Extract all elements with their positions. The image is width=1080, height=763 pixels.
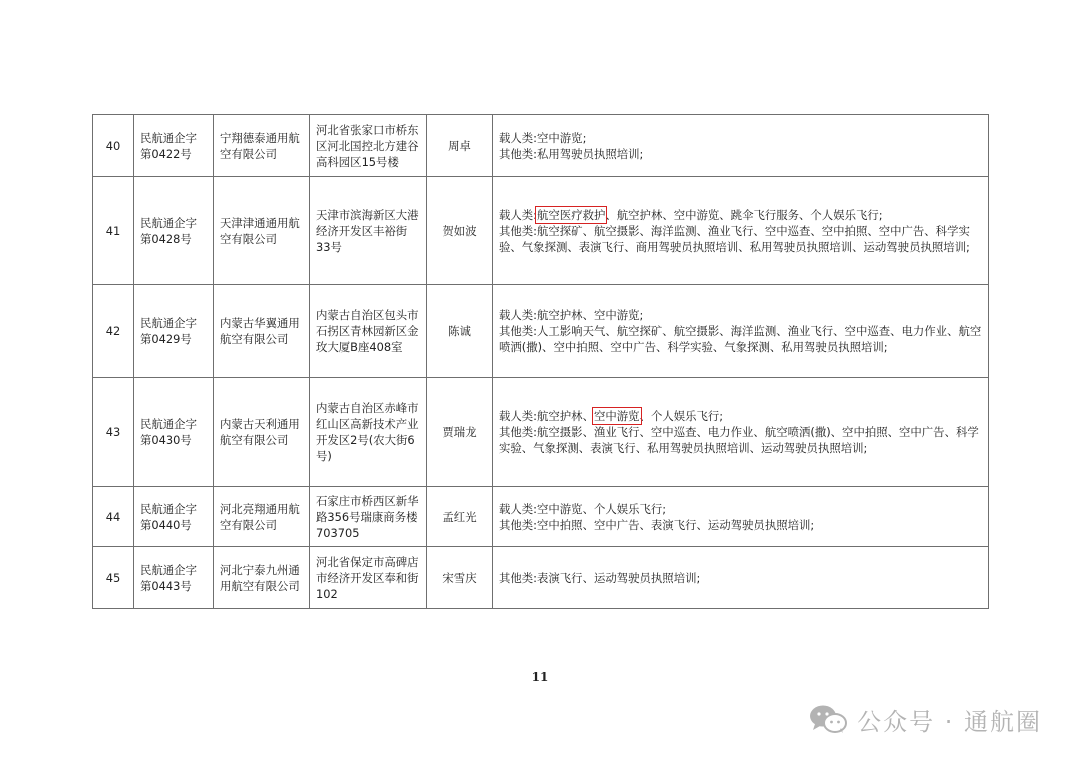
- license-number: 民航通企字第0430号: [134, 378, 214, 487]
- business-scope: [493, 177, 989, 285]
- table-row: [93, 487, 989, 547]
- company-address: 石家庄市桥西区新华路356号瑞康商务楼703705: [310, 487, 427, 547]
- legal-representative: 宋雪庆: [427, 547, 493, 609]
- business-scope: [493, 378, 989, 487]
- row-number: 40: [93, 115, 134, 177]
- table-row: [93, 285, 989, 378]
- scope-line: [499, 408, 982, 424]
- scope-text: 载人类:航空护林、: [499, 409, 594, 423]
- scope-text: 其他类:人工影响天气、航空探矿、航空摄影、海洋监测、渔业飞行、空中巡查、电力作业、航空喷洒(撒)、空中拍照、空中广告、科学实验、气象探测、私用驾驶员执照培训;: [499, 324, 982, 354]
- table-row: [93, 115, 989, 177]
- scope-text: 载人类:空中游览;: [499, 130, 587, 145]
- row-number: 45: [93, 547, 134, 609]
- table-body: [93, 115, 989, 609]
- license-number: 民航通企字第0443号: [134, 547, 214, 609]
- table-row: [93, 177, 989, 285]
- highlighted-scope-item: 空中游览: [593, 409, 640, 423]
- scope-text: 其他类:航空探矿、航空摄影、海洋监测、渔业飞行、空中巡查、空中拍照、空中广告、科学实验、气象探测、表演飞行、商用驾驶员执照培训、私用驾驶员执照培训、运动驾驶员执照培训;: [499, 223, 970, 254]
- business-scope: [493, 547, 989, 609]
- scope-line: [499, 146, 982, 162]
- legal-representative: 孟红光: [427, 487, 493, 547]
- scope-text: 载人类:: [499, 207, 538, 222]
- scope-line: [499, 307, 982, 323]
- license-number: 民航通企字第0422号: [134, 115, 214, 177]
- company-address: 内蒙古自治区包头市石拐区青林园新区金玫大厦B座408室: [310, 285, 427, 378]
- scope-text: 、航空护林、空中游览、跳伞飞行服务、个人娱乐飞行;: [605, 207, 883, 222]
- scope-text: 其他类:空中拍照、空中广告、表演飞行、运动驾驶员执照培训;: [499, 517, 815, 532]
- row-number: 41: [93, 177, 134, 285]
- company-address: 内蒙古自治区赤峰市红山区高新技术产业开发区2号(农大街6号): [310, 378, 427, 487]
- table-row: [93, 547, 989, 609]
- scope-line: [499, 323, 982, 355]
- company-name: 河北亮翔通用航空有限公司: [214, 487, 310, 547]
- scope-line: [499, 223, 982, 255]
- scope-line: [499, 517, 982, 533]
- business-scope: [493, 285, 989, 378]
- watermark-text: 公众号 · 通航圈: [857, 707, 1042, 736]
- table-row: [93, 378, 989, 487]
- row-number: 43: [93, 378, 134, 487]
- license-number: 民航通企字第0440号: [134, 487, 214, 547]
- legal-representative: 陈诚: [427, 285, 493, 378]
- scope-text: 其他类:航空摄影、渔业飞行、空中巡查、电力作业、航空喷洒(撒)、空中拍照、空中广告、科学实验、气象探测、表演飞行、私用驾驶员执照培训、运动驾驶员执照培训;: [499, 425, 979, 455]
- legal-representative: 贺如波: [427, 177, 493, 285]
- company-address: 河北省张家口市桥东区河北国控北方建谷高科园区15号楼: [310, 115, 427, 177]
- scope-line: [499, 424, 982, 456]
- company-address: 河北省保定市高碑店市经济开发区奉和街102: [310, 547, 427, 609]
- scope-line: [499, 130, 982, 146]
- scope-text: 其他类:表演飞行、运动驾驶员执照培训;: [499, 570, 701, 585]
- company-name: 内蒙古天利通用航空有限公司: [214, 378, 310, 487]
- legal-representative: 周卓: [427, 115, 493, 177]
- business-scope: [493, 115, 989, 177]
- scope-line: [499, 501, 982, 517]
- row-number: 42: [93, 285, 134, 378]
- scope-text: 载人类:航空护林、空中游览;: [499, 308, 644, 322]
- scope-line: [499, 207, 982, 223]
- page-number: 11: [531, 670, 549, 684]
- scope-text: 载人类:空中游览、个人娱乐飞行;: [499, 501, 667, 516]
- license-table: [92, 114, 989, 609]
- row-number: 44: [93, 487, 134, 547]
- company-name: 河北宁泰九州通用航空有限公司: [214, 547, 310, 609]
- company-name: 天津津通通用航空有限公司: [214, 177, 310, 285]
- legal-representative: 贾瑞龙: [427, 378, 493, 487]
- company-address: 天津市滨海新区大港经济开发区丰裕街33号: [310, 177, 427, 285]
- scope-line: [499, 570, 982, 586]
- scope-text: 其他类:私用驾驶员执照培训;: [499, 146, 644, 161]
- business-scope: [493, 487, 989, 547]
- license-number: 民航通企字第0428号: [134, 177, 214, 285]
- company-name: 内蒙古华翼通用航空有限公司: [214, 285, 310, 378]
- highlighted-scope-item: 航空医疗救护: [537, 207, 606, 222]
- watermark: [809, 702, 1042, 736]
- wechat-icon: [809, 704, 847, 734]
- scope-text: 、个人娱乐飞行;: [639, 409, 724, 423]
- company-name: 宁翔德泰通用航空有限公司: [214, 115, 310, 177]
- license-number: 民航通企字第0429号: [134, 285, 214, 378]
